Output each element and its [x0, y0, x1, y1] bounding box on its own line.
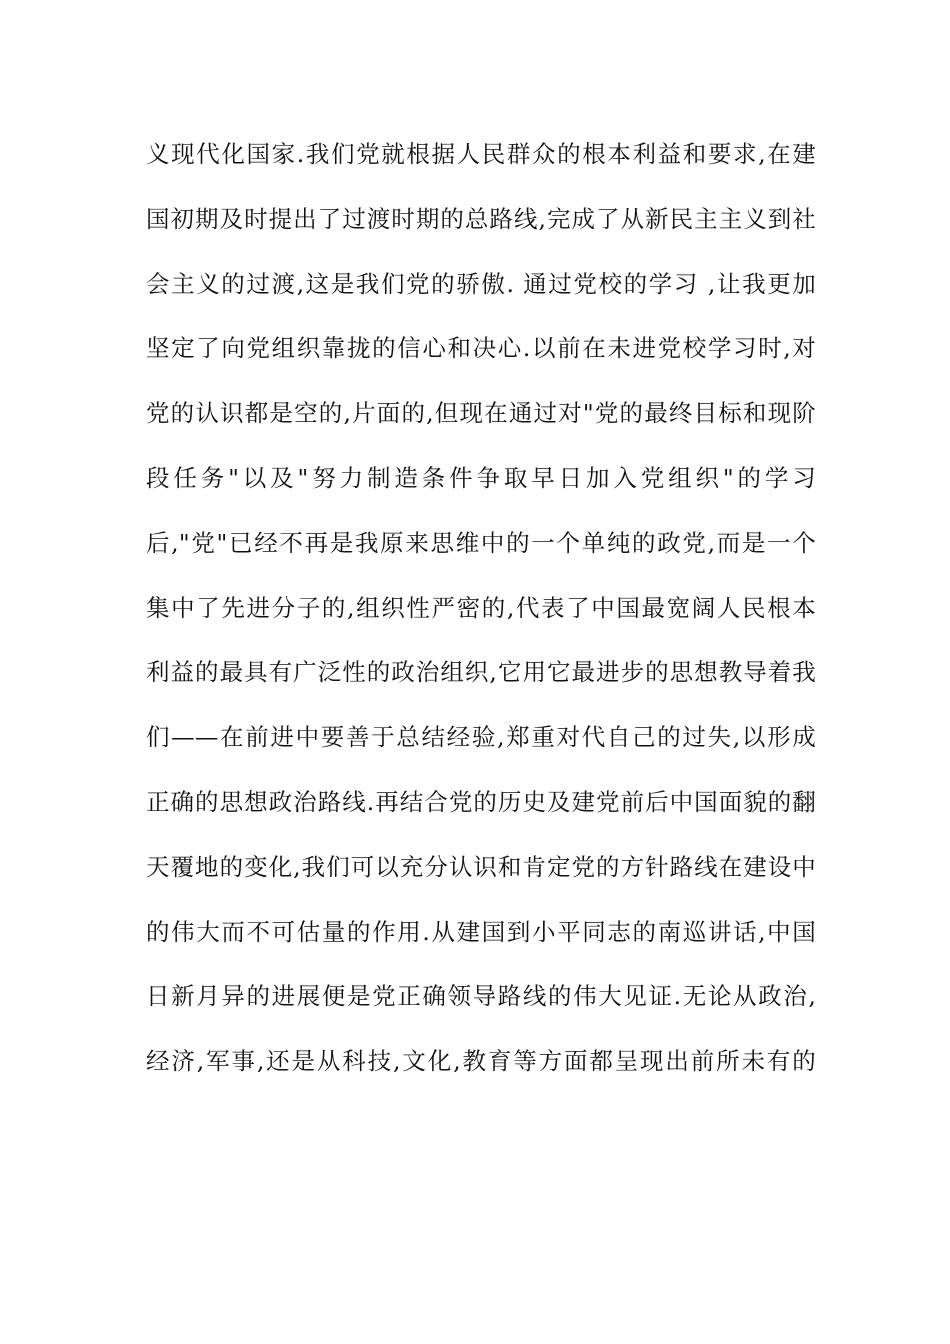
- text-line-15: 经济,军事,还是从科技,文化,教育等方面都呈现出前所未有的: [146, 1047, 816, 1076]
- text-line-1: 义现代化国家.我们党就根据人民群众的根本利益和要求,在建: [146, 140, 816, 168]
- text-line-8: 集中了先进分子的,组织性严密的,代表了中国最宽阔人民根本: [146, 593, 816, 622]
- text-line-7: 后,"党"已经不再是我原来思维中的一个单纯的政党,而是一个: [146, 528, 816, 557]
- text-line-10: 们——在前进中要善于总结经验,郑重对代自己的过失,以形成: [146, 723, 816, 752]
- text-line-11: 正确的思想政治路线.再结合党的历史及建党前后中国面貌的翻: [146, 787, 816, 816]
- body-text: [146, 132, 816, 1104]
- text-line-3: 会主义的过渡,这是我们党的骄傲. 通过党校的学习 ,让我更加: [146, 269, 816, 298]
- text-line-9: 利益的最具有广泛性的政治组织,它用它最进步的思想教导着我: [146, 658, 816, 687]
- text-line-5: 党的认识都是空的,片面的,但现在通过对"党的最终目标和现阶: [146, 399, 816, 428]
- text-line-14: 日新月异的进展便是党正确领导路线的伟大见证.无论从政治,: [146, 982, 816, 1011]
- text-line-4: 坚定了向党组织靠拢的信心和决心.以前在未进党校学习时,对: [146, 334, 816, 363]
- text-line-6: 段任务"以及"努力制造条件争取早日加入党组织"的学习: [146, 463, 816, 492]
- text-line-12: 天覆地的变化,我们可以充分认识和肯定党的方针路线在建设中: [146, 852, 816, 881]
- text-line-2: 国初期及时提出了过渡时期的总路线,完成了从新民主主义到社: [146, 204, 816, 233]
- text-line-13: 的伟大而不可估量的作用.从建国到小平同志的南巡讲话,中国: [146, 917, 816, 946]
